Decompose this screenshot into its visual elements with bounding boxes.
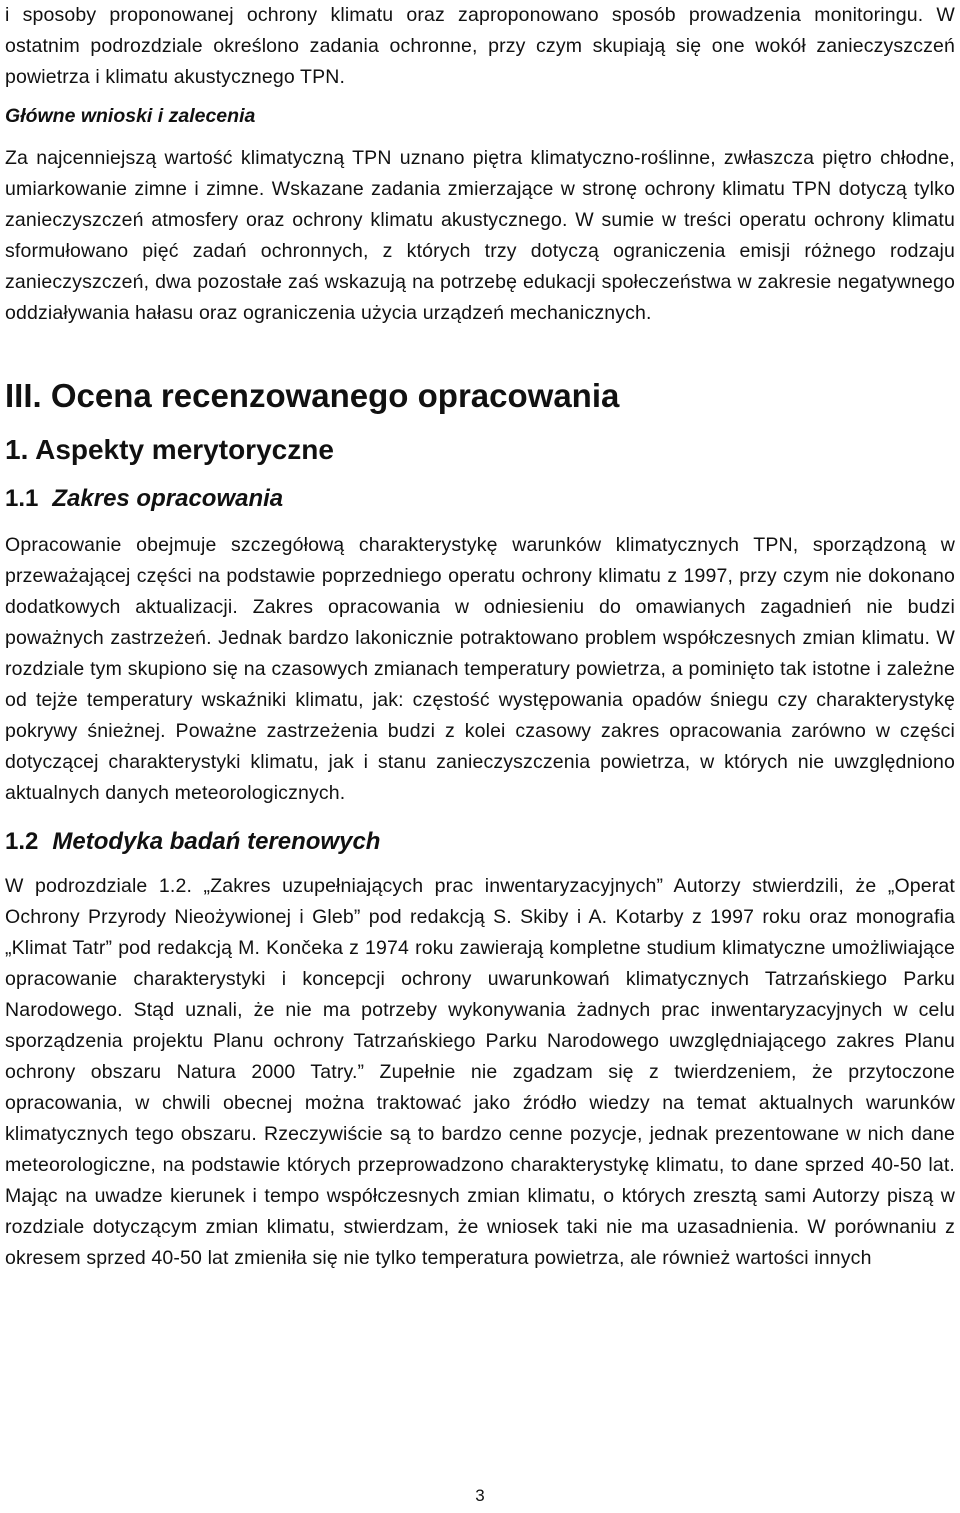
conclusions-paragraph: Za najcenniejszą wartość klimatyczną TPN uznano piętra klimatyczno-roślinne, zwłaszcza piętro chłodne, umiarkowanie zimne i zimne. Wskazane zadania zmierzające w stronę ochrony klimatu TPN dotyczą tylko zanieczyszczeń atmosfery oraz ochrony klimatu akustycznego. W sumie w treści operatu ochrony klimatu sformułowano pięć zadań ochronnych, z których trzy dotyczą ograniczenia emisji różnego rodzaju zanieczyszczeń, dwa pozostałe zaś wskazują na potrzebę edukacji społeczeństwa w zakresie negatywnego oddziaływania hałasu oraz ograniczenia użycia urządzeń mechanicznych. xyxy=(5,147,955,324)
subsection-number: 1.1 xyxy=(5,485,39,512)
subsection-2-paragraph: W podrozdziale 1.2. „Zakres uzupełniających prac inwentaryzacyjnych” Autorzy stwierdzili, że „Operat Ochrony Przyrody Nieożywionej i Gleb” pod redakcją S. Skiby i A. Kotarby z 1997 roku oraz monografia „Klimat Tatr” pod redakcją M. Končeka z 1974 roku zawierają kompletne studium klimatyczne umożliwiające opracowanie charakterystyki i koncepcji ochrony uwarunkowań klimatycznych Tatrzańskiego Parku Narodowego. Stąd uznali, że nie ma potrzeby wykonywania żadnych prac inwentaryzacyjnych w celu sporządzenia projektu Planu ochrony Tatrzańskiego Parku Narodowego uwzględniającego zakres Planu ochrony obszaru Natura 2000 Tatry.” Zupełnie nie zgadzam się z twierdzeniem, że przytoczone opracowania, w chwili obecnej można traktować jako źródło wiedzy na temat aktualnych warunków klimatycznych tego obszaru. Rzeczywiście są to bardzo cenne pozycje, jednak prezentowane w nich dane meteorologiczne, na podstawie których przeprowadzono charakterystykę klimatu, to dane sprzed 40-50 lat. Mając na uwadze kierunek i tempo współczesnych zmian klimatu, o których zresztą sami Autorzy piszą w rozdziale dotyczącym zmian klimatu, stwierdzam, że wniosek taki nie ma uzasadnienia. W porównaniu z okresem sprzed 40-50 lat zmieniła się nie tylko temperatura powietrza, ale również wartości innych xyxy=(5,875,955,1269)
document-page xyxy=(5,0,955,1274)
subsection-heading-2 xyxy=(5,825,955,859)
conclusions-heading: Główne wnioski i zalecenia xyxy=(5,105,256,127)
subsection-title: Metodyka badań terenowych xyxy=(52,828,381,855)
intro-paragraph: i sposoby proponowanej ochrony klimatu oraz zaproponowano sposób prowadzenia monitoringu. W ostatnim podrozdziale określono zadania ochronne, przy czym skupiają się one wokół zanieczyszczeń powietrza i klimatu akustycznego TPN. xyxy=(5,4,955,88)
subsection-number: 1.2 xyxy=(5,828,39,855)
subsection-1-paragraph: Opracowanie obejmuje szczegółową charakterystykę warunków klimatycznych TPN, sporządzoną w przeważającej części na podstawie poprzedniego operatu ochrony klimatu z 1997, przy czym nie dokonano dodatkowych aktualizacji. Zakres opracowania w odniesieniu do omawianych zagadnień nie budzi poważnych zastrzeżeń. Jednak bardzo lakonicznie potraktowano problem współczesnych zmian klimatu. W rozdziale tym skupiono się na czasowych zmianach temperatury powietrza, a pominięto tak istotne i zależne od tejże temperatury wskaźniki klimatu, jak: częstość występowania opadów śniegu czy charakterystykę pokrywy śnieżnej. Poważne zastrzeżenia budzi z kolei czasowy zakres opracowania zarówno w części dotyczącej charakterystyki klimatu, jak i stanu zanieczyszczenia powietrza, w których nie uwzględniono aktualnych danych meteorologicznych. xyxy=(5,534,955,804)
page-number: 3 xyxy=(475,1486,485,1505)
section-title: III. Ocena recenzowanego opracowania xyxy=(5,377,620,414)
subsection-heading-1 xyxy=(5,482,955,516)
section-subtitle: 1. Aspekty merytoryczne xyxy=(5,434,334,465)
subsection-title: Zakres opracowania xyxy=(52,485,284,512)
